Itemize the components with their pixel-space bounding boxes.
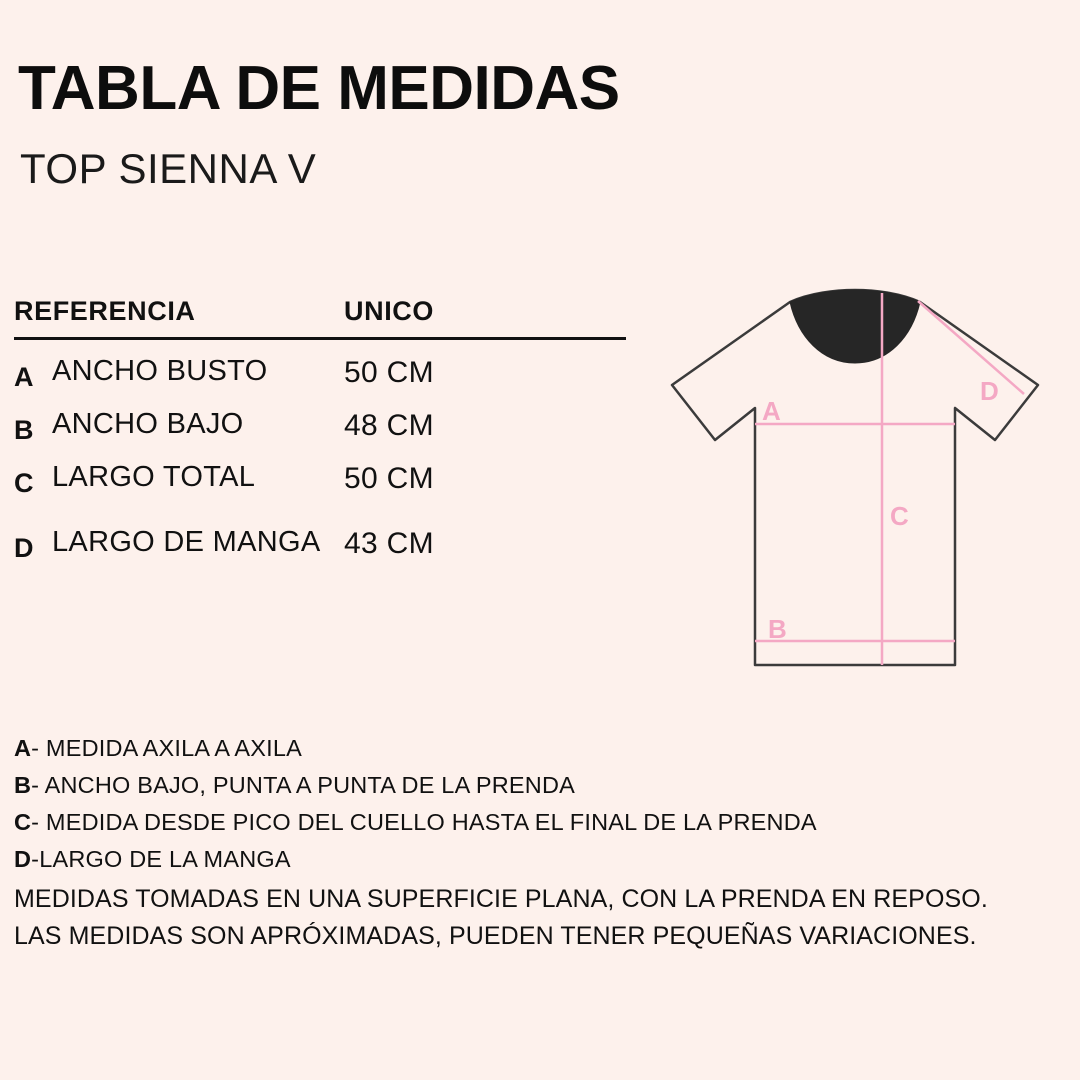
legend-letter: D bbox=[14, 846, 32, 873]
legend-text: - MEDIDA DESDE PICO DEL CUELLO HASTA EL FINAL DE LA PRENDA bbox=[31, 809, 817, 836]
row-value: 50 CM bbox=[344, 356, 434, 389]
table-row bbox=[14, 525, 634, 564]
row-letter: C bbox=[14, 468, 34, 498]
marker-d-label: D bbox=[980, 376, 999, 406]
marker-a-label: A bbox=[762, 396, 781, 426]
row-label: LARGO TOTAL bbox=[52, 461, 256, 493]
column-header-referencia: REFERENCIA bbox=[14, 296, 196, 326]
table-row bbox=[14, 407, 634, 446]
row-value: 43 CM bbox=[344, 527, 434, 560]
measurements-table bbox=[14, 296, 634, 564]
legend-letter: A bbox=[14, 735, 32, 761]
notes-block bbox=[14, 885, 1014, 959]
row-value: 48 CM bbox=[344, 409, 434, 442]
row-letter: B bbox=[14, 415, 34, 445]
row-label: ANCHO BAJO bbox=[52, 408, 244, 440]
row-value: 50 CM bbox=[344, 462, 434, 495]
row-letter: D bbox=[14, 533, 34, 563]
legend-item bbox=[14, 809, 874, 836]
tshirt-illustration-svg bbox=[650, 275, 1060, 685]
note-line: LAS MEDIDAS SON APRÓXIMADAS, PUEDEN TENER PEQUEÑAS VARIACIONES. bbox=[14, 922, 977, 950]
legend-letter: C bbox=[14, 809, 32, 836]
table-row bbox=[14, 354, 634, 393]
legend-text: - MEDIDA AXILA A AXILA bbox=[31, 735, 303, 761]
note-line: MEDIDAS TOMADAS EN UNA SUPERFICIE PLANA, CON LA PRENDA EN REPOSO. bbox=[14, 885, 988, 913]
marker-b-label: B bbox=[768, 614, 787, 644]
legend-list bbox=[14, 735, 874, 883]
column-header-unico: UNICO bbox=[344, 296, 434, 326]
table-divider bbox=[14, 337, 626, 340]
page-title: TABLA DE MEDIDAS bbox=[18, 54, 620, 123]
legend-text: -LARGO DE LA MANGA bbox=[31, 846, 291, 873]
legend-item bbox=[14, 846, 874, 873]
page-subtitle: TOP SIENNA V bbox=[20, 145, 317, 192]
row-label: ANCHO BUSTO bbox=[52, 355, 268, 387]
marker-c-label: C bbox=[890, 501, 909, 531]
table-header-row bbox=[14, 296, 634, 337]
row-letter: A bbox=[14, 362, 34, 392]
garment-diagram bbox=[650, 275, 1060, 685]
row-label: LARGO DE MANGA bbox=[52, 526, 321, 558]
legend-text: - ANCHO BAJO, PUNTA A PUNTA DE LA PRENDA bbox=[31, 772, 576, 799]
legend-item bbox=[14, 772, 874, 799]
legend-letter: B bbox=[14, 772, 32, 799]
legend-item bbox=[14, 735, 874, 762]
table-row bbox=[14, 460, 634, 499]
